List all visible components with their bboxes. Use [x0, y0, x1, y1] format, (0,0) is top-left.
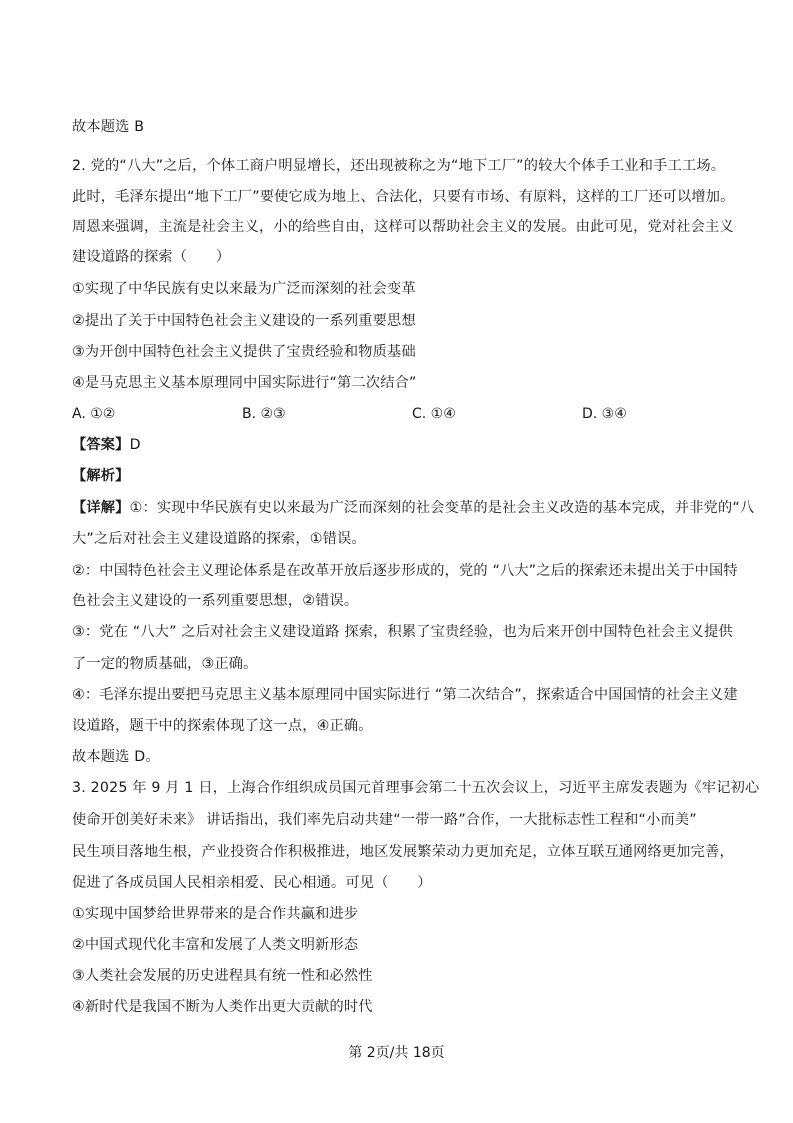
q2-conclusion: 故本题选 D。: [72, 749, 160, 765]
explanation-text: ①：实现中华民族有史以来最为广泛而深刻的社会变革的是社会主义改造的基本完成，并非党的“八: [129, 500, 755, 516]
q1-conclusion: 故本题选 B: [72, 119, 145, 135]
q3-stem-line: 民生项目落地生根，产业投资合作积极推进，地区发展繁荣动力更加充足，立体互联互通网络更加完善，: [72, 844, 734, 860]
q2-option-c: C. ①④: [412, 406, 456, 422]
q2-explanation-line: 设道路，题干中的探索体现了这一点，④正确。: [72, 718, 373, 734]
q2-statement: ④是马克思主义基本原理同中国实际进行“第二次结合”: [72, 375, 417, 391]
q3-stem-line: 促进了各成员国人民相亲相爱、民心相通。可见（ ）: [72, 875, 432, 891]
q2-stem-line: 2. 党的“八大”之后，个体工商户明显增长，还出现被称之为“地下工厂”的较大个体手工业和手工工场。: [72, 158, 726, 174]
q2-option-a: A. ①②: [72, 406, 116, 422]
q2-explanation-line: ④：毛泽东提出要把马克思主义基本原理同中国实际进行 “第二次结合”，探索适合中国国情的社会主义建: [72, 687, 738, 703]
q2-stem-line: 周恩来强调，主流是社会主义，小的给些自由，这样可以帮助社会主义的发展。由此可见，党对社会主义: [72, 219, 734, 235]
q2-option-d: D. ③④: [582, 406, 627, 422]
q2-explanation-line: [72, 498, 754, 518]
q2-stem-line: 建设道路的探索（ ）: [72, 249, 231, 265]
q2-explanation-line: ③：党在 “八大” 之后对社会主义建设道路 探索，积累了宝贵经验，也为后来开创中国特色社会主义提供: [72, 624, 733, 640]
answer-label: 【答案】: [72, 437, 130, 453]
q2-explanation-line: 大”之后对社会主义建设道路的探索，①错误。: [72, 531, 366, 547]
q2-statement: ③为开创中国特色社会主义提供了宝贵经验和物质基础: [72, 344, 416, 360]
q2-option-b: B. ②③: [242, 406, 286, 422]
q3-stem-line: 3. 2025 年 9 月 1 日，上海合作组织成员国元首理事会第二十五次会议上，习近平主席发表题为《牢记初心: [72, 780, 760, 796]
q2-explanation-line: ②：中国特色社会主义理论体系是在改革开放后逐步形成的，党的 “八大”之后的探索还未提出关于中国特: [72, 563, 738, 579]
q2-stem-line: 此时，毛泽东提出“地下工厂”要使它成为地上、合法化，只要有市场、有原料，这样的工厂还可以增加。: [72, 189, 735, 205]
analysis-label: 【解析】: [72, 468, 130, 484]
q2-statement: ①实现了中华民族有史以来最为广泛而深刻的社会变革: [72, 281, 416, 297]
q2-answer: [72, 435, 141, 455]
q3-statement: ④新时代是我国不断为人类作出更大贡献的时代: [72, 999, 373, 1015]
q3-statement: ③人类社会发展的历史进程具有统一性和必然性: [72, 968, 373, 984]
page-footer: 第 2页/共 18页: [348, 1045, 445, 1061]
q2-statement: ②提出了关于中国特色社会主义建设的一系列重要思想: [72, 313, 416, 329]
q2-explanation-line: 了一定的物质基础，③正确。: [72, 656, 258, 672]
answer-value: D: [129, 437, 141, 453]
q2-explanation-line: 色社会主义建设的一系列重要思想，②错误。: [72, 593, 359, 609]
detail-label: 【详解】: [72, 500, 130, 516]
q3-stem-line: 使命开创美好未来》 讲话指出，我们率先启动共建“一带一路”合作，一大批标志性工程和“小而美”: [72, 812, 697, 828]
q3-statement: ①实现中国梦给世界带来的是合作共赢和进步: [72, 906, 359, 922]
q3-statement: ②中国式现代化丰富和发展了人类文明新形态: [72, 937, 359, 953]
